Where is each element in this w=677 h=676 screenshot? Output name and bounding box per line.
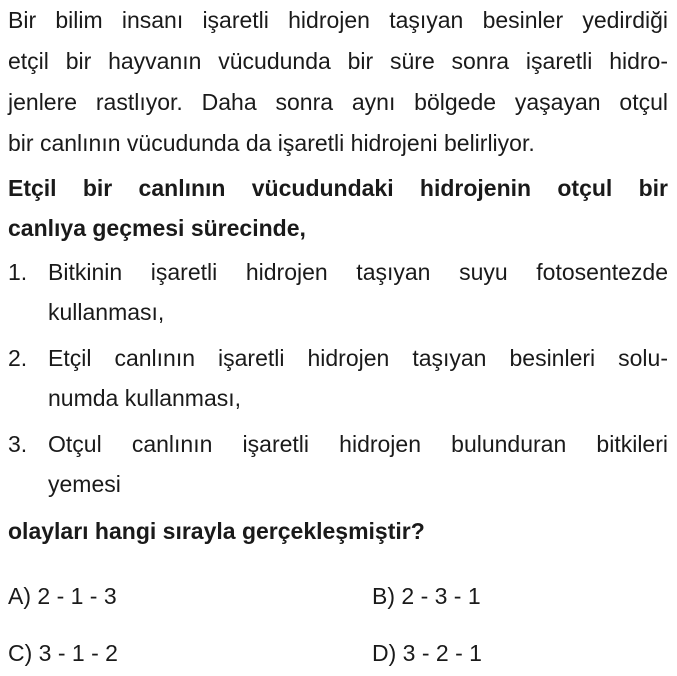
item-number: 2. [8,345,28,371]
item-text-line: Otçul canlının işaretli hidrojen bulunduran bitkileri [48,431,668,457]
item-number: 1. [8,259,28,285]
option-letter: D) [372,640,397,666]
option-text: 3 - 2 - 1 [402,640,482,666]
item-text-line: yemesi [48,471,121,497]
stem-line: bir canlının vücudunda da işaretli hidrojeni belirliyor. [8,130,535,156]
question-lead-line: canlıya geçmesi sürecinde, [8,215,306,241]
item-text-line: kullanması, [48,299,165,325]
item-text-line: Etçil canlının işaretli hidrojen taşıyan besinleri solu- [48,345,668,371]
option-letter: C) [8,640,33,666]
option-letter: B) [372,583,395,609]
option-c[interactable] [8,633,118,673]
item-text-line: numda kullanması, [48,385,242,411]
option-text: 2 - 1 - 3 [37,583,117,609]
option-letter: A) [8,583,31,609]
option-a[interactable] [8,576,117,616]
stem-line: jenlere rastlıyor. Daha sonra aynı bölgede yaşayan otçul [8,89,668,115]
stem-line: Bir bilim insanı işaretli hidrojen taşıyan besinler yedirdiği [8,7,668,33]
option-text: 3 - 1 - 2 [38,640,118,666]
stem-line: etçil bir hayvanın vücudunda bir süre sonra işaretli hidro- [8,48,668,74]
item-text-line: Bitkinin işaretli hidrojen taşıyan suyu fotosentezde [48,259,668,285]
option-b[interactable] [372,576,481,616]
option-d[interactable] [372,633,482,673]
option-text: 2 - 3 - 1 [401,583,481,609]
question-lead-line: Etçil bir canlının vücudundaki hidrojenin otçul bir [8,175,668,201]
question-end: olayları hangi sırayla gerçekleşmiştir? [8,518,425,544]
item-number: 3. [8,431,28,457]
